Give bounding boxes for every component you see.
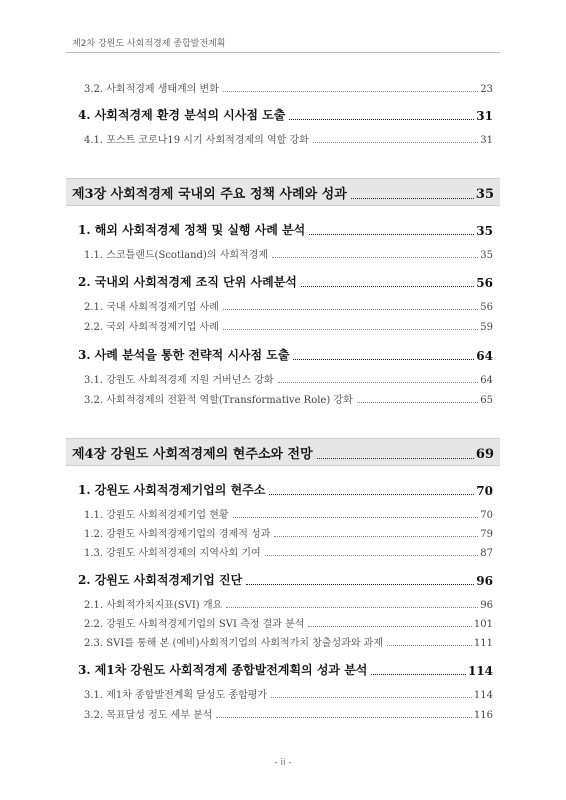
toc-chapter-page: 35 — [475, 187, 494, 202]
toc-entry[interactable] — [78, 706, 493, 721]
toc-entry-page: 101 — [473, 619, 493, 630]
toc-entry-title: 2.2. 강원도 사회적경제기업의 SVI 측정 결과 분석 — [84, 619, 305, 630]
dot-leader — [226, 604, 478, 608]
toc-section-page: 56 — [476, 276, 493, 290]
dot-leader — [309, 231, 474, 235]
toc-chapter-3[interactable] — [72, 183, 494, 202]
toc-section[interactable] — [78, 273, 493, 290]
dot-leader — [351, 195, 474, 199]
toc-chapter-4[interactable] — [72, 443, 494, 462]
toc-entry-title: 2.1. 사회적가치지표(SVI) 개요 — [84, 600, 223, 611]
toc-section-page: 96 — [476, 574, 493, 588]
page-number: - ii - — [274, 758, 292, 768]
toc-entry[interactable] — [78, 596, 493, 611]
toc-entry-page: 87 — [480, 548, 493, 559]
toc-entry[interactable] — [78, 80, 493, 95]
toc-section-title: 3. 사례 분석을 통한 전략적 시사점 도출 — [78, 348, 290, 362]
toc-section-title: 2. 국내외 사회적경제 조직 단위 사례분석 — [78, 275, 297, 289]
toc-entry-title: 1.1. 스코틀랜드(Scotland)의 사회적경제 — [84, 250, 268, 261]
toc-entry[interactable] — [78, 634, 493, 649]
toc-entry-page: 65 — [480, 395, 493, 406]
toc-section-page: 114 — [467, 664, 493, 678]
toc-section-page: 64 — [476, 349, 493, 363]
toc-entry-page: 59 — [480, 322, 493, 333]
toc-entry-title: 3.1. 제1차 종합발전계획 달성도 종합평가 — [84, 690, 268, 701]
dot-leader — [223, 88, 478, 92]
dot-leader — [223, 306, 478, 310]
toc-entry-page: 114 — [473, 690, 493, 701]
toc-entry[interactable] — [78, 615, 493, 630]
toc-entry-page: 116 — [473, 710, 493, 721]
dot-leader — [317, 455, 474, 459]
toc-entry-page: 56 — [480, 302, 493, 313]
toc-entry[interactable] — [78, 246, 493, 261]
dot-leader — [278, 379, 479, 383]
toc-entry-page: 64 — [480, 375, 493, 386]
dot-leader — [308, 623, 472, 627]
toc-entry-page: 96 — [480, 600, 493, 611]
dot-leader — [269, 491, 474, 495]
toc-entry-page: 31 — [480, 135, 493, 146]
toc-entry[interactable] — [78, 391, 493, 406]
toc-section-title: 2. 강원도 사회적경제기업 진단 — [78, 573, 243, 587]
toc-section-page: 70 — [476, 484, 493, 498]
toc-section[interactable] — [78, 571, 493, 588]
toc-entry[interactable] — [78, 131, 493, 146]
toc-entry-page: 35 — [480, 250, 493, 261]
dot-leader — [301, 283, 474, 287]
toc-entry-page: 23 — [480, 84, 493, 95]
dot-leader — [265, 552, 479, 556]
dot-leader — [313, 139, 479, 143]
dot-leader — [223, 326, 478, 330]
dot-leader — [216, 714, 472, 718]
toc-section-page: 31 — [476, 109, 493, 123]
dot-leader — [371, 671, 466, 675]
toc-entry-title: 2.3. SVI를 통해 본 (예비)사회적기업의 사회적가치 창출성과와 과제 — [84, 638, 383, 649]
toc-entry-title: 2.1. 국내 사회적경제기업 사례 — [84, 302, 219, 313]
toc-entry[interactable] — [78, 544, 493, 559]
toc-section[interactable] — [78, 481, 493, 498]
running-header: 제2차 강원도 사회적경제 종합발전계획 — [72, 39, 226, 49]
dot-leader — [357, 399, 479, 403]
dot-leader — [272, 254, 478, 258]
toc-entry-title: 3.1. 강원도 사회적경제 지원 거버넌스 강화 — [84, 375, 274, 386]
dot-leader — [246, 581, 474, 585]
toc-entry[interactable] — [78, 506, 493, 521]
toc-entry-page: 111 — [473, 638, 493, 649]
toc-entry[interactable] — [78, 298, 493, 313]
toc-chapter-title: 제3장 사회적경제 국내외 주요 정책 사례와 성과 — [72, 187, 347, 202]
toc-entry-title: 3.2. 사회적경제 생태계의 변화 — [84, 84, 219, 95]
dot-leader — [289, 116, 474, 120]
toc-section[interactable] — [78, 661, 493, 678]
toc-entry-title: 1.2. 강원도 사회적경제기업의 경제적 성과 — [84, 529, 271, 540]
header-divider — [66, 52, 500, 53]
toc-entry-title: 4.1. 포스트 코로나19 시기 사회적경제의 역할 강화 — [84, 135, 309, 146]
dot-leader — [293, 356, 474, 360]
toc-entry-title: 3.2. 사회적경제의 전환적 역할(Transformative Role) 강화 — [84, 395, 353, 406]
dot-leader — [271, 694, 472, 698]
toc-section-title: 1. 해외 사회적경제 정책 및 실행 사례 분석 — [78, 223, 306, 237]
toc-entry-page: 79 — [480, 529, 493, 540]
toc-section-title: 3. 제1차 강원도 사회적경제 종합발전계획의 성과 분석 — [78, 663, 368, 677]
toc-entry[interactable] — [78, 686, 493, 701]
toc-entry-title: 2.2. 국외 사회적경제기업 사례 — [84, 322, 219, 333]
toc-entry[interactable] — [78, 318, 493, 333]
dot-leader — [387, 642, 472, 646]
toc-entry-page: 70 — [480, 510, 493, 521]
toc-section-title: 4. 사회적경제 환경 분석의 시사점 도출 — [78, 108, 286, 122]
toc-section[interactable] — [78, 221, 493, 238]
dot-leader — [274, 533, 478, 537]
toc-entry-title: 1.3. 강원도 사회적경제의 지역사회 기여 — [84, 548, 261, 559]
toc-entry[interactable] — [78, 525, 493, 540]
toc-entry-title: 1.1. 강원도 사회적경제기업 현황 — [84, 510, 229, 521]
toc-entry-title: 3.2. 목표달성 정도 세부 분석 — [84, 710, 213, 721]
dot-leader — [233, 514, 479, 518]
toc-chapter-title: 제4장 강원도 사회적경제의 현주소와 전망 — [72, 447, 313, 462]
toc-section-page: 35 — [476, 224, 493, 238]
toc-section[interactable] — [78, 106, 493, 123]
toc-entry[interactable] — [78, 371, 493, 386]
toc-chapter-page: 69 — [475, 447, 494, 462]
toc-section-title: 1. 강원도 사회적경제기업의 현주소 — [78, 483, 266, 497]
toc-section[interactable] — [78, 346, 493, 363]
